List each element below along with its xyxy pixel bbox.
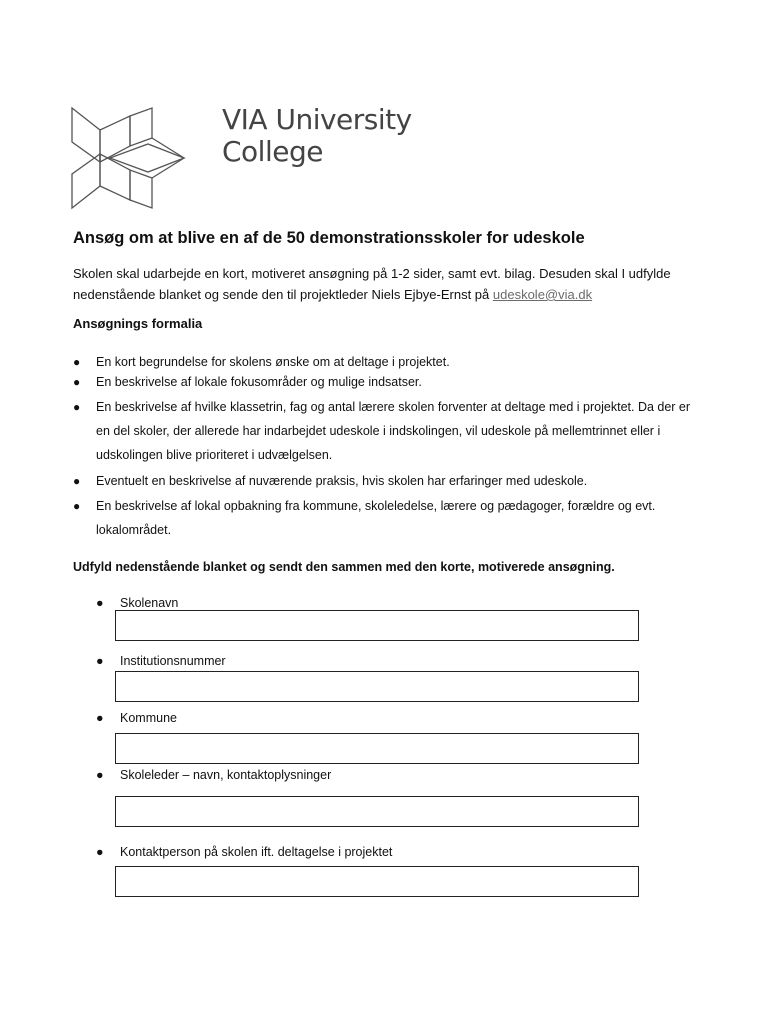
email-link[interactable]: udeskole@via.dk [492,287,593,302]
bullet-icon: ● [73,375,81,389]
logo-wordmark [222,104,412,168]
via-chevron-mark-icon [70,104,190,217]
bullet-icon: ● [96,768,104,782]
document-title: Ansøg om at blive en af de 50 demonstrationsskoler for udeskole [73,229,585,247]
bullet-icon: ● [73,499,81,513]
bullet-icon: ● [73,355,81,369]
field-label-kommune: ● Kommune [96,711,177,725]
field-label-skolenavn: ● Skolenavn [96,596,179,610]
field-label-institutionsnummer: ● Institutionsnummer [96,654,226,668]
list-item: ● En kort begrundelse for skolens ønske om at deltage i projektet. [73,350,703,374]
skolenavn-field[interactable] [115,610,639,641]
bullet-icon: ● [96,711,104,725]
intro-text: Skolen skal udarbejde en kort, motiveret ansøgning på 1-2 sider, samt evt. bilag. Desuden skal I udfylde nedenstående blanket og sende den til projektleder Niels Ejbye-Ernst på [73,266,671,302]
kommune-field[interactable] [115,733,639,764]
list-item: ● Eventuelt en beskrivelse af nuværende praksis, hvis skolen har erfaringer med udeskole. [73,469,703,493]
kontaktperson-field[interactable] [115,866,639,897]
field-label-skoleleder: ● Skoleleder – navn, kontaktoplysninger [96,768,332,782]
form-instruction: Udfyld nedenstående blanket og sendt den sammen med den korte, motiverede ansøgning. [73,560,615,574]
bullet-icon: ● [73,400,81,414]
logo-line-2: College [222,135,323,168]
skoleleder-field[interactable] [115,796,639,827]
formalia-heading: Ansøgnings formalia [73,316,203,331]
logo-line-1: VIA University [222,103,412,136]
list-item: ● En beskrivelse af lokale fokusområder og mulige indsatser. [73,370,703,394]
bullet-icon: ● [96,845,104,859]
intro-paragraph [73,263,713,305]
bullet-icon: ● [96,596,104,610]
institutionsnummer-field[interactable] [115,671,639,702]
field-label-kontaktperson: ● Kontaktperson på skolen ift. deltagelse i projektet [96,845,393,859]
bullet-icon: ● [96,654,104,668]
list-item: ● En beskrivelse af lokal opbakning fra kommune, skoleledelse, lærere og pædagoger, forældre og evt. lokalområdet. [73,494,703,542]
list-item: ● En beskrivelse af hvilke klassetrin, fag og antal lærere skolen forventer at deltage med i projektet. Da der er en del skoler, der allerede har indarbejdet udeskole i indskolingen, vil udeskole på mellemtrinnet eller i udskolingen blive prioriteret i udvælgelsen. [73,395,703,467]
bullet-icon: ● [73,474,81,488]
